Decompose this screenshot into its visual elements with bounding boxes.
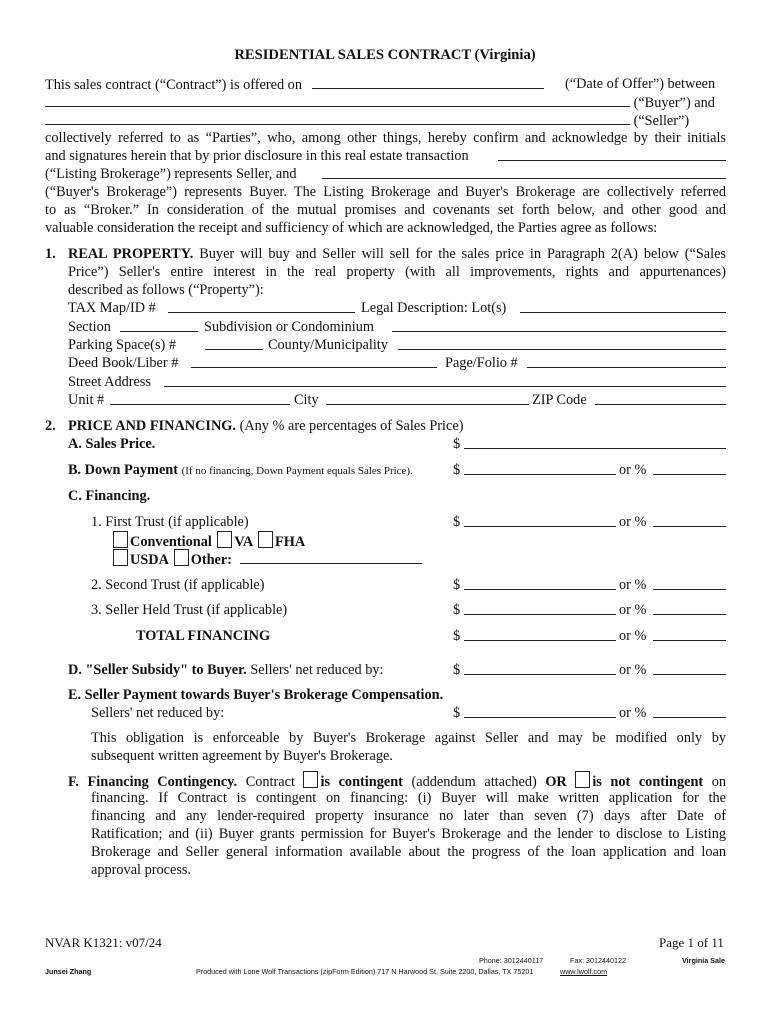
- va-checkbox[interactable]: [217, 531, 232, 548]
- brokerage-compensation-amount-blank[interactable]: [464, 704, 616, 718]
- tax-map-label: TAX Map/ID #: [68, 300, 156, 316]
- unit-blank[interactable]: [110, 391, 290, 405]
- dollar-sign: $: [453, 436, 461, 452]
- down-payment-percent-blank[interactable]: [653, 461, 726, 475]
- financing-contingency-line-1: F. Financing Contingency. Contract is contingent (addendum attached) OR is not contingent on: [68, 771, 726, 791]
- subdivision-label: Subdivision or Condominium: [204, 319, 374, 335]
- legal-description-blank[interactable]: [520, 299, 726, 313]
- loan-type-row-2: USDA Other:: [113, 549, 422, 569]
- deed-book-blank[interactable]: [191, 354, 437, 368]
- financing-contingency-line-5: Brokerage and Seller general information available about the progress of the loan application and loan: [91, 844, 726, 860]
- intro-line-1: This sales contract (“Contract”) is offered on: [45, 75, 544, 94]
- street-address-label: Street Address: [68, 374, 151, 390]
- footer-url-link[interactable]: www.lwolf.com: [560, 967, 608, 976]
- usda-checkbox[interactable]: [113, 549, 128, 566]
- brokerage-compensation-label: E. Seller Payment towards Buyer's Brokerage Compensation.: [68, 687, 444, 703]
- is-contingent-checkbox[interactable]: [303, 771, 318, 788]
- seller-line: (“Seller”): [45, 111, 689, 130]
- section-1-number: 1.: [45, 246, 56, 262]
- seller-blank[interactable]: [45, 111, 630, 125]
- deed-book-label: Deed Book/Liber #: [68, 355, 179, 371]
- section-2-heading: PRICE AND FINANCING. (Any % are percentages of Sales Price): [68, 418, 464, 434]
- total-financing-percent-blank[interactable]: [653, 627, 726, 641]
- legal-description-label: Legal Description: Lot(s): [361, 300, 507, 316]
- intro-line-4: collectively referred to as “Parties”, who, among other things, hereby confirm and acknowledge by their initials: [45, 130, 726, 146]
- footer-phone: Phone: 3012440117: [479, 956, 544, 965]
- section-label: Section: [68, 319, 111, 335]
- buyers-brokerage-blank[interactable]: [322, 165, 726, 179]
- seller-subsidy-row: D. "Seller Subsidy" to Buyer. Sellers' net reduced by:: [68, 662, 384, 678]
- financing-contingency-line-3: financing and any lender-required property insurance no later than seven (7) days after Date of: [91, 808, 726, 824]
- financing-contingency-line-4: Ratification; and (ii) Buyer grants permission for Buyer's Brokerage and the lender to disclose to Listing: [91, 826, 726, 842]
- section-1-line-3: described as follows (“Property”):: [68, 282, 264, 298]
- brokerage-compensation-percent-blank[interactable]: [653, 704, 726, 718]
- street-address-blank[interactable]: [164, 373, 726, 387]
- financing-contingency-line-6: approval process.: [91, 862, 192, 878]
- section-1-line-2: Price”) Seller's entire interest in the real property (with all improvements, rights and appurtenances): [68, 264, 726, 280]
- sales-price-label: A. Sales Price.: [68, 436, 156, 452]
- footer-produced-with: Produced with Lone Wolf Transactions (zipForm Edition) 717 N Harwood St, Suite 2200, Dallas, TX 75201: [196, 967, 534, 976]
- footer-document-name: Virginia Sale: [682, 956, 726, 965]
- section-1-line-1: REAL PROPERTY. Buyer will buy and Seller will sell for the sales price in Paragraph 2(A) below (“Sales: [68, 246, 726, 262]
- seller-held-trust-amount-blank[interactable]: [464, 601, 616, 615]
- total-financing-label: TOTAL FINANCING: [136, 628, 271, 644]
- subdivision-blank[interactable]: [392, 318, 726, 332]
- zip-blank[interactable]: [595, 391, 726, 405]
- form-id: NVAR K1321: v07/24: [45, 935, 162, 950]
- county-blank[interactable]: [398, 336, 726, 350]
- brokerage-compensation-sub: Sellers' net reduced by:: [91, 705, 225, 721]
- financing-contingency-line-2: financing. If Contract is contingent on financing: (i) Buyer will make written application for the: [91, 790, 726, 806]
- loan-type-row-1: Conventional VA FHA: [113, 531, 305, 551]
- seller-held-trust-label: 3. Seller Held Trust (if applicable): [91, 602, 288, 618]
- financing-label: C. Financing.: [68, 488, 151, 504]
- other-loan-type-blank[interactable]: [240, 550, 422, 564]
- date-of-offer-blank[interactable]: [312, 75, 544, 89]
- intro-line-5: and signatures herein that by prior disclosure in this real estate transaction: [45, 148, 469, 164]
- buyer-blank[interactable]: [45, 93, 630, 107]
- down-payment-amount-blank[interactable]: [464, 461, 616, 475]
- contract-page: RESIDENTIAL SALES CONTRACT (Virginia) This sales contract (“Contract”) is offered on (“Date of Offer”) between (“Buyer”) and (“Seller”) collectively referred to as “Parties”, who, among other things, hereby confirm and acknowledge by their initials and signatures herein that by prior disclosure in this real estate transaction (“Listing Brokerage”) represents Seller, and (“Buyer's Brokerage”) represents Buyer. The Listing Brokerage and Buyer's Brokerage are collectively referred to as “Broker.” In consideration of the mutual promises and covenants set forth below, and other good and valuable consideration the receipt and sufficiency of which are acknowledged, the Parties agree as follows: 1. REAL PROPERTY. Buyer will buy and Seller will sell for the sales price in Paragraph 2(A) below (“Sales Price”) Seller's entire interest in the real property (with all improvements, rights and appurtenances) described as follows (“Property”): TAX Map/ID # Legal Description: Lot(s) Section Subdivision or Condominium Parking Space(s) # County/Municipality Deed Book/Liber # Page/Folio # Street Address Unit # City ZIP Code 2. PRICE AND FINANCING. (Any % are percentages of Sales Price) A. Sales Price. $ B. Down Payment (If no financing, Down Payment equals Sales Price). $ or % C. Financing. 1. First Trust (if applicable) $ or % Conventional VA FHA USDA Other: 2. Second Trust (if applicable) $ or % 3. Seller Held Trust (if applicable) $ or % TOTAL FINANCING $ or % D. "Seller Subsidy" to Buyer. Sellers' net reduced by: $ or % E. Seller Payment towards Buyer's Brokerage Compensation. Sellers' net reduced by: $ or % This obligation is enforceable by Buyer's Brokerage against Seller and may be modified only by subsequent written agreement by Buyer's Brokerage. F. Financing Contingency. Contract is contingent (addendum attached) OR is not contingent on financing. If Contract is contingent on financing: (i) Buyer will make written application for the financing and any lender-required property insurance no later than seven (7) days after Date of Ratification; and (ii) Buyer grants permission for Buyer's Brokerage and the lender to disclose to Listing Brokerage and Seller general information available about the progress of the loan application and loan approval process. NVAR K1321: v07/24 Page 1 of 11 Phone: 3012440117 Fax: 3012440122 Virginia Sale Junsei Zhang Produced with Lone Wolf Transactions (zipForm Edition) 717 N Harwood St, Suite 2200, Dallas, TX 75201 www.lwolf.com: [0, 0, 770, 1024]
- county-label: County/Municipality: [268, 337, 388, 353]
- city-label: City: [294, 392, 319, 408]
- obligation-line-2: subsequent written agreement by Buyer's Brokerage.: [91, 748, 393, 764]
- footer-fax: Fax: 3012440122: [570, 956, 626, 965]
- first-trust-label: 1. First Trust (if applicable): [91, 514, 249, 530]
- section-2-number: 2.: [45, 418, 56, 434]
- page-folio-label: Page/Folio #: [445, 355, 518, 371]
- second-trust-percent-blank[interactable]: [653, 576, 726, 590]
- down-payment-row: B. Down Payment (If no financing, Down Payment equals Sales Price).: [68, 462, 413, 478]
- conventional-checkbox[interactable]: [113, 531, 128, 548]
- unit-label: Unit #: [68, 392, 105, 408]
- other-checkbox[interactable]: [174, 549, 189, 566]
- total-financing-amount-blank[interactable]: [464, 627, 616, 641]
- parking-blank[interactable]: [205, 336, 263, 350]
- parking-label: Parking Space(s) #: [68, 337, 176, 353]
- intro-line-7: (“Buyer's Brokerage”) represents Buyer. The Listing Brokerage and Buyer's Brokerage are collectively referred: [45, 184, 726, 200]
- intro-line-8: to as “Broker.” In consideration of the mutual promises and covenants set forth below, and other good and: [45, 202, 726, 218]
- zip-label: ZIP Code: [532, 392, 587, 408]
- page-number: Page 1 of 11: [659, 935, 724, 950]
- date-of-offer-label: (“Date of Offer”) between: [565, 76, 716, 92]
- sales-price-blank[interactable]: [464, 435, 726, 449]
- second-trust-label: 2. Second Trust (if applicable): [91, 577, 265, 593]
- buyer-line: (“Buyer”) and: [45, 93, 715, 112]
- second-trust-amount-blank[interactable]: [464, 576, 616, 590]
- section-blank[interactable]: [120, 318, 198, 332]
- intro-line-9: valuable consideration the receipt and sufficiency of which are acknowledged, the Parties agree as follows:: [45, 220, 658, 236]
- first-trust-amount-blank[interactable]: [464, 513, 616, 527]
- obligation-line-1: This obligation is enforceable by Buyer's Brokerage against Seller and may be modified only by: [91, 730, 726, 746]
- footer-user: Junsei Zhang: [45, 967, 92, 976]
- is-not-contingent-checkbox[interactable]: [575, 771, 590, 788]
- seller-subsidy-percent-blank[interactable]: [653, 661, 726, 675]
- city-blank[interactable]: [326, 391, 529, 405]
- seller-held-trust-percent-blank[interactable]: [653, 601, 726, 615]
- first-trust-percent-blank[interactable]: [653, 513, 726, 527]
- tax-map-blank[interactable]: [168, 299, 355, 313]
- seller-subsidy-amount-blank[interactable]: [464, 661, 616, 675]
- document-title: RESIDENTIAL SALES CONTRACT (Virginia): [234, 47, 536, 63]
- intro-line-6: (“Listing Brokerage”) represents Seller, and: [45, 166, 297, 182]
- listing-brokerage-blank[interactable]: [498, 147, 726, 161]
- fha-checkbox[interactable]: [258, 531, 273, 548]
- page-folio-blank[interactable]: [527, 354, 726, 368]
